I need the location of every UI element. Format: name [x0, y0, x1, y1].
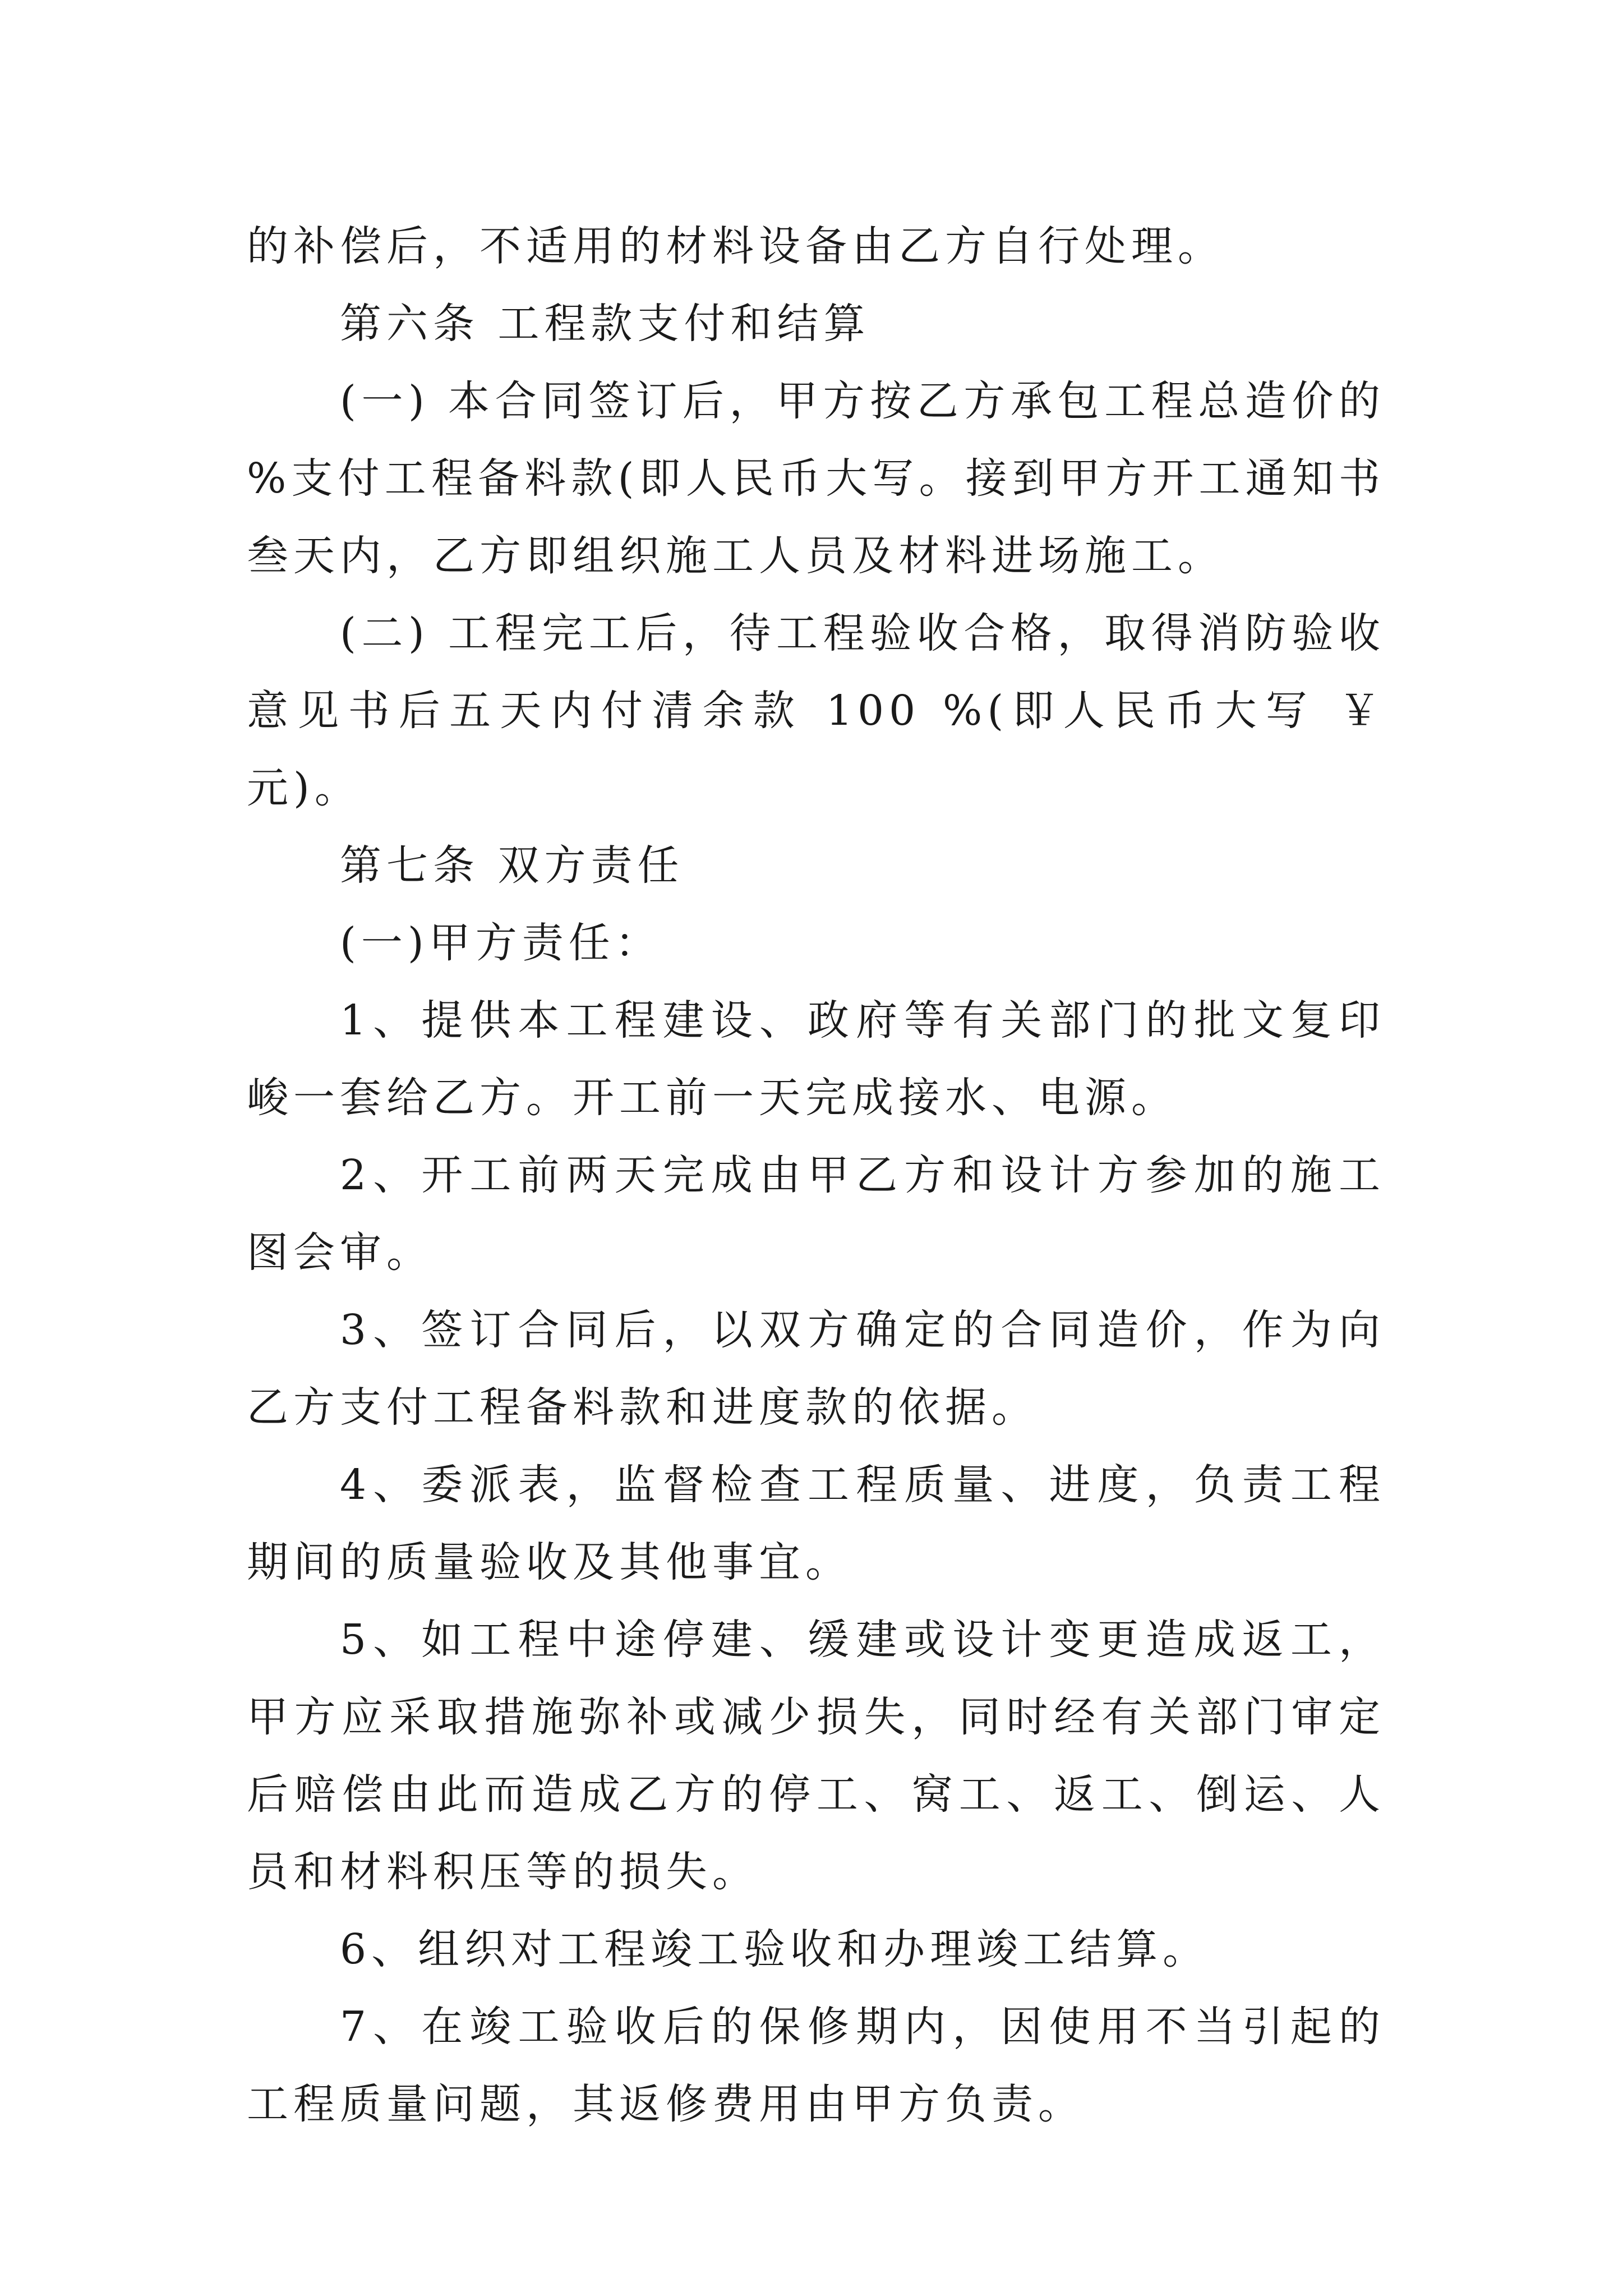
article-7-heading: 第七条 双方责任: [340, 841, 684, 890]
party-a-item-6: 6、组织对工程竣工验收和办理竣工结算。: [340, 1925, 1210, 1973]
document-body: [247, 208, 1385, 2143]
paragraph-continuation: 的补偿后，不适用的材料设备由乙方自行处理。: [247, 222, 1224, 270]
article-6-heading: 第六条 工程款支付和结算: [340, 300, 870, 348]
party-a-item-1: 1、提供本工程建设、政府等有关部门的批文复印峻一套给乙方。开工前一天完成接水、电源。: [247, 996, 1385, 1122]
party-a-item-7: 7、在竣工验收后的保修期内，因使用不当引起的工程质量问题，其返修费用由甲方负责。: [247, 2003, 1385, 2128]
party-a-item-5: 5、如工程中途停建、缓建或设计变更造成返工，甲方应采取措施弥补或减少损失，同时经有关部门审定后赔偿由此而造成乙方的停工、窝工、返工、倒运、人员和材料积压等的损失。: [247, 1616, 1385, 1896]
article-6-clause-1: (一) 本合同签订后，甲方按乙方承包工程总造价的 %支付工程备料款(即人民币大写。接到甲方开工通知书叁天内，乙方即组织施工人员及材料进场施工。: [247, 377, 1385, 580]
article-6-clause-2: (二) 工程完工后，待工程验收合格，取得消防验收意见书后五天内付清余款 100 %(即人民币大写 ￥ 元)。: [247, 609, 1385, 812]
party-a-responsibilities-heading: (一)甲方责任：: [340, 919, 662, 967]
party-a-item-3: 3、签订合同后，以双方确定的合同造价，作为向乙方支付工程备料款和进度款的依据。: [247, 1306, 1385, 1432]
party-a-item-4: 4、委派表，监督检查工程质量、进度，负责工程期间的质量验收及其他事宜。: [247, 1461, 1385, 1586]
party-a-item-2: 2、开工前两天完成由甲乙方和设计方参加的施工图会审。: [247, 1151, 1385, 1277]
